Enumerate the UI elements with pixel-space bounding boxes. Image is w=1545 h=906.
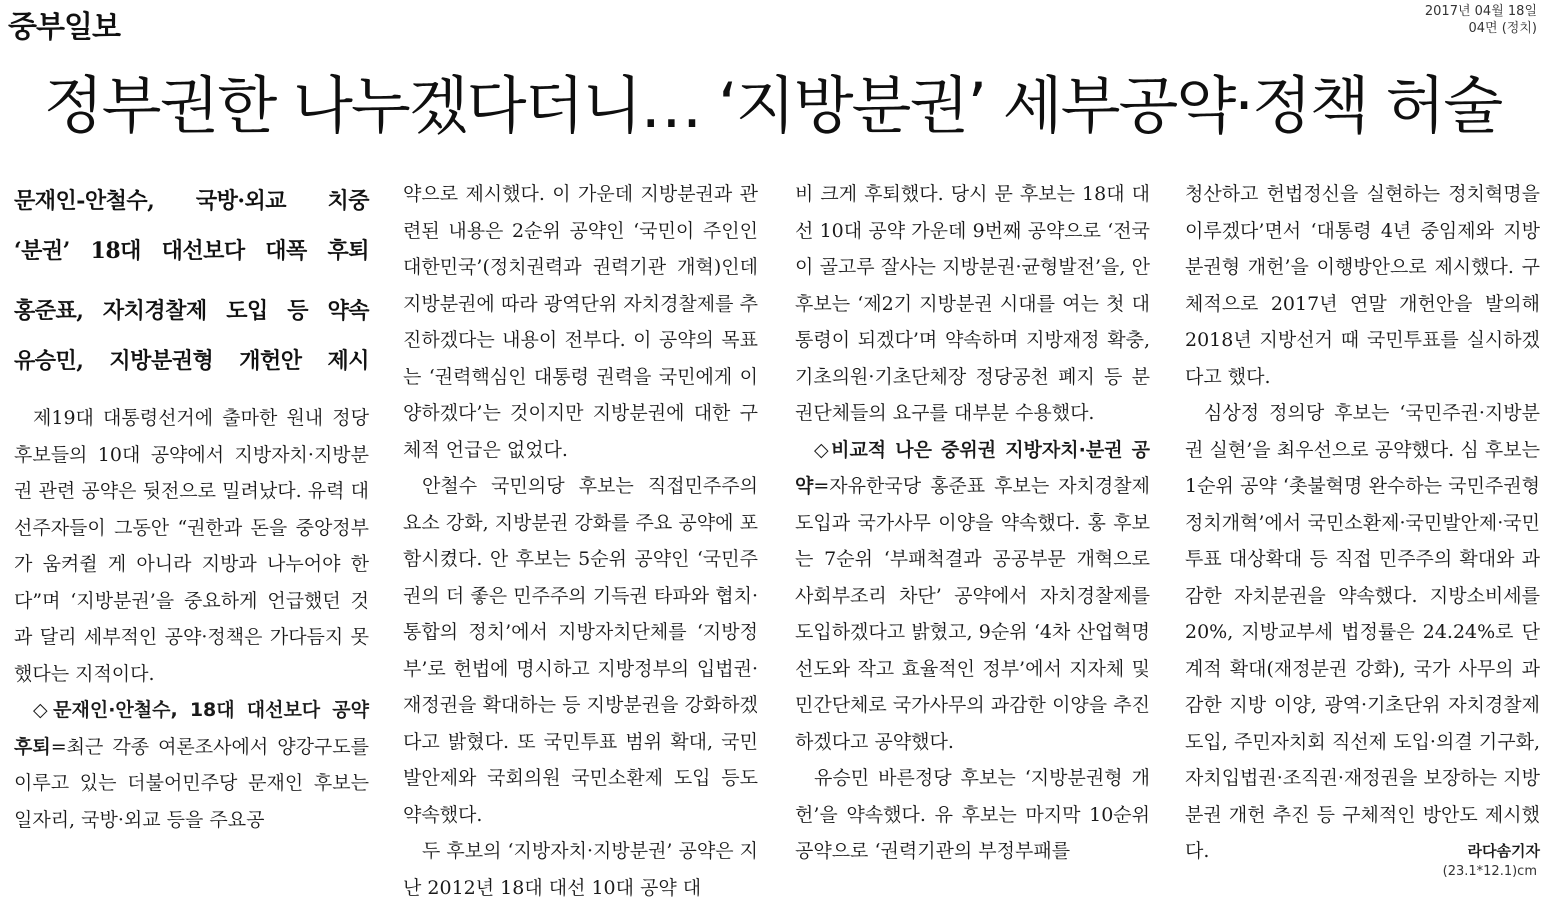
subheadline-group-1 bbox=[14, 176, 369, 276]
paragraph: 비 크게 후퇴했다. 당시 문 후보는 18대 대선 10대 공약 가운데 9번째 공약으로 ‘전국이 골고루 잘사는 지방분권·균형발전’을, 안 후보는 ‘제2기 지방분권 시대를 여는 첫 대통령이 되겠다’며 약속하며 지방재정 확충, 기초의원·기초단체장 정당공천 폐지 등 분권단체들의 요구를 대부분 수용했다. bbox=[795, 183, 1150, 424]
column-2 bbox=[403, 176, 758, 906]
paragraph-text: 심상정 정의당 후보는 ‘국민주권·지방분권 실현’을 최우선으로 공약했다. 심 후보는 1순위 공약 ‘촛불혁명 완수하는 국민주권형 정치개혁’에서 국민소환제·국민발안제·국민투표 대상확대 등 직접 민주주의 확대와 과감한 자치분권을 약속했다. 지방소비세를 20%, 지방교부세 법정률은 24.24%로 단계적 확대(재정분권 강화), 국가 사무의 과감한 지방 이양, 광역·기초단위 자치경찰제 도입, 주민자치회 직선제 도입·의결 기구화, 자치입법권·조직권·재정권을 보장하는 지방분권 개헌 추진 등 구체적인 방안도 제시했다. bbox=[1185, 402, 1540, 862]
subheadline-group-2 bbox=[14, 286, 369, 386]
column-1 bbox=[14, 176, 369, 838]
column-4 bbox=[1185, 176, 1540, 870]
newspaper-masthead: 중부일보 bbox=[8, 10, 120, 45]
subheadline: ‘분권’ 18대 대선보다 대폭 후퇴 bbox=[14, 238, 369, 264]
paragraph: 청산하고 헌법정신을 실현하는 정치혁명을 이루겠다’면서 ‘대통령 4년 중임제와 지방분권형 개헌’을 이행방안으로 제시했다. 구체적으로 2017년 연말 개헌안을 발의해 2018년 지방선거 때 국민투표를 실시하겠다고 했다. bbox=[1185, 183, 1540, 388]
subheadline: 유승민, 지방분권형 개헌안 제시 bbox=[14, 348, 369, 374]
section-paragraph bbox=[14, 692, 369, 838]
paragraph: 안철수 국민의당 후보는 직접민주주의 요소 강화, 지방분권 강화를 주요 공약에 포함시켰다. 안 후보는 5순위 공약인 ‘국민주권의 더 좋은 민주주의 기득권 타파와 협치·통합의 정치’에서 지방자치단체를 ‘지방정부’로 헌법에 명시하고 지방정부의 입법권·재정권을 확대하는 등 지방분권을 강화하겠다고 밝혔다. 또 국민투표 범위 확대, 국민발안제와 국회의원 국민소환제 도입 등도 약속했다. bbox=[403, 475, 758, 826]
article-headline: 정부권한 나누겠다더니… ‘지방분권’ 세부공약·정책 허술 bbox=[43, 69, 1502, 142]
subheadline: 문재인-안철수, 국방·외교 치중 bbox=[14, 188, 369, 214]
paragraph: 유승민 바른정당 후보는 ‘지방분권형 개헌’을 약속했다. 유 후보는 마지막 10순위 공약으로 ‘권력기관의 부정부패를 bbox=[795, 767, 1150, 862]
issue-date: 2017년 04월 18일 bbox=[1424, 4, 1537, 19]
paragraph bbox=[1185, 395, 1540, 870]
section-heading: ◇비교적 나은 중위권 지방자치·분권 공약 bbox=[795, 438, 1150, 497]
paragraph: 두 후보의 ‘지방자치·지방분권’ 공약은 지난 2012년 18대 대선 10대 공약 대 bbox=[403, 840, 758, 899]
article-body bbox=[14, 400, 369, 838]
section-heading: ◇문재인·안철수, 18대 대선보다 공약 후퇴 bbox=[14, 699, 369, 758]
paragraph-text: =최근 각종 여론조사에서 양강구도를 이루고 있는 더불어민주당 문재인 후보는 일자리, 국방·외교 등을 주요공 bbox=[14, 735, 369, 831]
clipping-size: (23.1*12.1)cm bbox=[1442, 864, 1537, 879]
paragraph-text: =자유한국당 홍준표 후보는 자치경찰제 도입과 국가사무 이양을 약속했다. 홍 후보는 7순위 ‘부패척결과 공공부문 개혁으로 사회부조리 차단’ 공약에서 자치경찰제를 도입하겠다고 밝혔고, 9순위 ‘4차 산업혁명 선도와 작고 효율적인 정부’에서 지자체 및 민간단체로 국가사무의 과감한 이양을 추진하겠다고 공약했다. bbox=[795, 475, 1150, 753]
reporter-byline: 라다솜기자 bbox=[1467, 842, 1540, 860]
column-3 bbox=[795, 176, 1150, 870]
paragraph: 제19대 대통령선거에 출마한 원내 정당후보들의 10대 공약에서 지방자치·지방분권 관련 공약은 뒷전으로 밀려났다. 유력 대선주자들이 그동안 “권한과 돈을 중앙정부가 움켜쥘 게 아니라 지방과 나누어야 한다”며 ‘지방분권’을 중요하게 언급했던 것과 달리 세부적인 공약·정책은 가다듬지 못했다는 지적이다. bbox=[14, 407, 369, 685]
page-section: 04면 (정치) bbox=[1468, 21, 1537, 36]
subheadline: 홍준표, 자치경찰제 도입 등 약속 bbox=[14, 298, 369, 324]
issue-meta bbox=[1425, 3, 1537, 37]
paragraph: 약으로 제시했다. 이 가운데 지방분권과 관련된 내용은 2순위 공약인 ‘국민이 주인인 대한민국’(정치권력과 권력기관 개혁)인데 지방분권에 따라 광역단위 자치경찰제를 추진하겠다는 내용이 전부다. 이 공약의 목표는 ‘권력핵심인 대통령 권력을 국민에게 이양하겠다’는 것이지만 지방분권에 대한 구체적 언급은 없었다. bbox=[403, 183, 758, 461]
section-paragraph bbox=[795, 432, 1150, 761]
